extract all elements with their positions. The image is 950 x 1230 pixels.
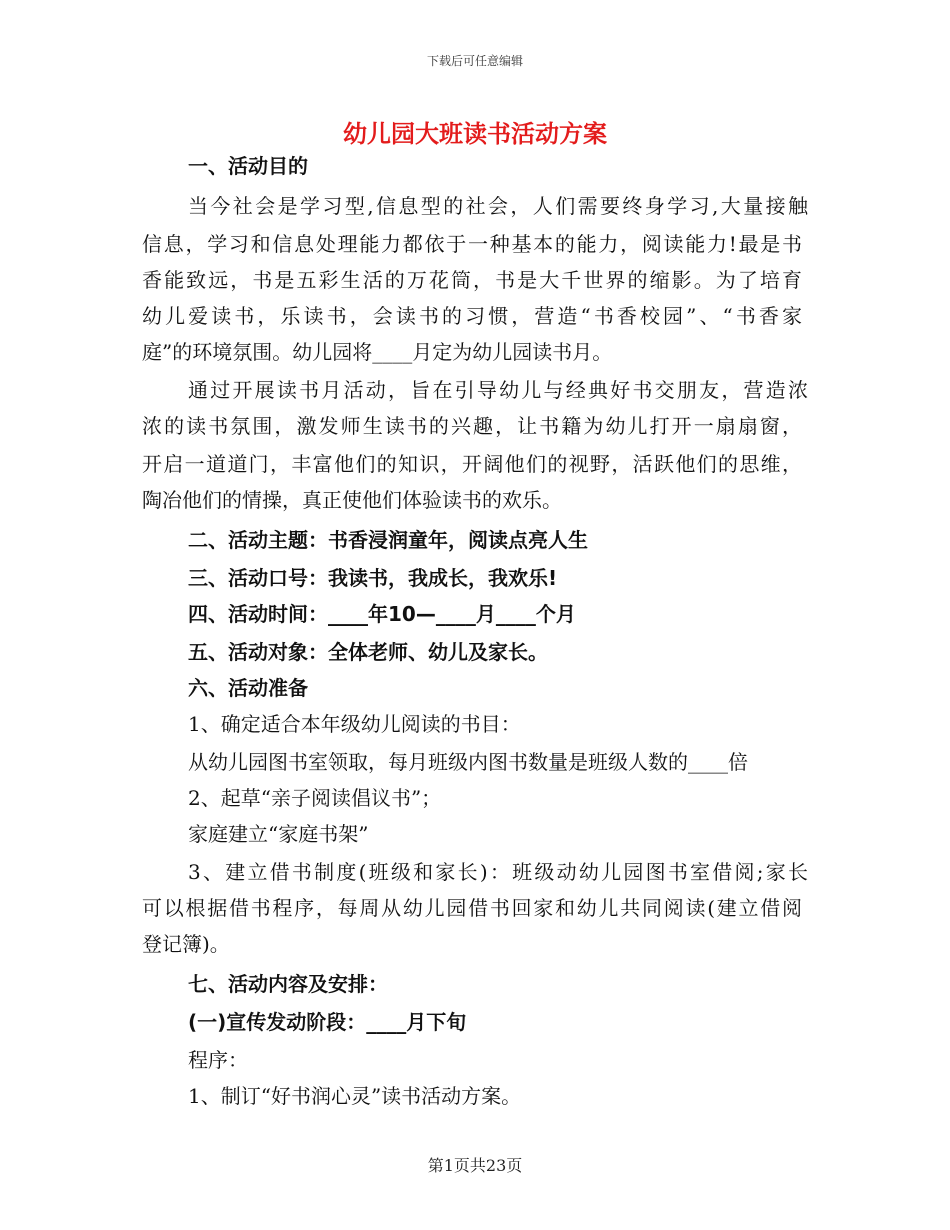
list-item: 2、起草“亲子阅读倡议书”； xyxy=(188,786,442,810)
list-item: 1、制订“好书润心灵”读书活动方案。 xyxy=(188,1084,522,1108)
paragraph-line: 信息，学习和信息处理能力都依于一种基本的能力，阅读能力!最是书 xyxy=(142,232,802,256)
paragraph-line: 家庭建立“家庭书架” xyxy=(188,822,369,846)
paragraph-line: 庭”的环境氛围。幼儿园将____月定为幼儿园读书月。 xyxy=(142,340,613,364)
paragraph-line: 陶冶他们的情操，真正使他们体验读书的欢乐。 xyxy=(142,488,562,512)
paragraph-line: 浓的读书氛围，激发师生读书的兴趣，让书籍为幼儿打开一扇扇窗， xyxy=(142,414,802,438)
section-heading-time: 四、活动时间：____年10—____月____个月 xyxy=(188,602,576,626)
section-heading-purpose: 一、活动目的 xyxy=(188,154,308,178)
paragraph-line: 程序： xyxy=(188,1048,248,1072)
paragraph-line: 当今社会是学习型,信息型的社会，人们需要终身学习,大量接触 xyxy=(188,194,808,218)
list-item: 1、确定适合本年级幼儿阅读的书目： xyxy=(188,712,521,736)
paragraph-line: 登记簿)。 xyxy=(142,932,230,956)
section-heading-content: 七、活动内容及安排： xyxy=(188,972,388,996)
document-title: 幼儿园大班读书活动方案 xyxy=(343,120,607,148)
list-item: 3、建立借书制度(班级和家长)：班级动幼儿园图书室借阅;家长 xyxy=(188,860,808,884)
subsection-heading-publicity: (一)宣传发动阶段：____月下旬 xyxy=(188,1010,467,1034)
section-heading-audience: 五、活动对象：全体老师、幼儿及家长。 xyxy=(188,640,548,664)
section-heading-theme: 二、活动主题：书香浸润童年，阅读点亮人生 xyxy=(188,528,588,552)
paragraph-line: 香能致远，书是五彩生活的万花筒，书是大千世界的缩影。为了培育 xyxy=(142,268,802,292)
section-heading-preparation: 六、活动准备 xyxy=(188,676,308,700)
page-footer-page-number: 第1页共23页 xyxy=(427,1156,523,1175)
section-heading-slogan: 三、活动口号：我读书，我成长，我欢乐! xyxy=(188,566,558,590)
paragraph-line: 从幼儿园图书室领取，每月班级内图书数量是班级人数的____倍 xyxy=(188,750,748,774)
paragraph-line: 可以根据借书程序，每周从幼儿园借书回家和幼儿共同阅读(建立借阅 xyxy=(142,896,802,920)
paragraph-line: 幼儿爱读书，乐读书，会读书的习惯，营造“书香校园”、“书香家 xyxy=(142,304,802,328)
page-header-note: 下载后可任意编辑 xyxy=(426,54,523,68)
paragraph-line: 开启一道道门，丰富他们的知识，开阔他们的视野，活跃他们的思维， xyxy=(142,452,802,476)
paragraph-line: 通过开展读书月活动，旨在引导幼儿与经典好书交朋友，营造浓 xyxy=(188,378,808,402)
